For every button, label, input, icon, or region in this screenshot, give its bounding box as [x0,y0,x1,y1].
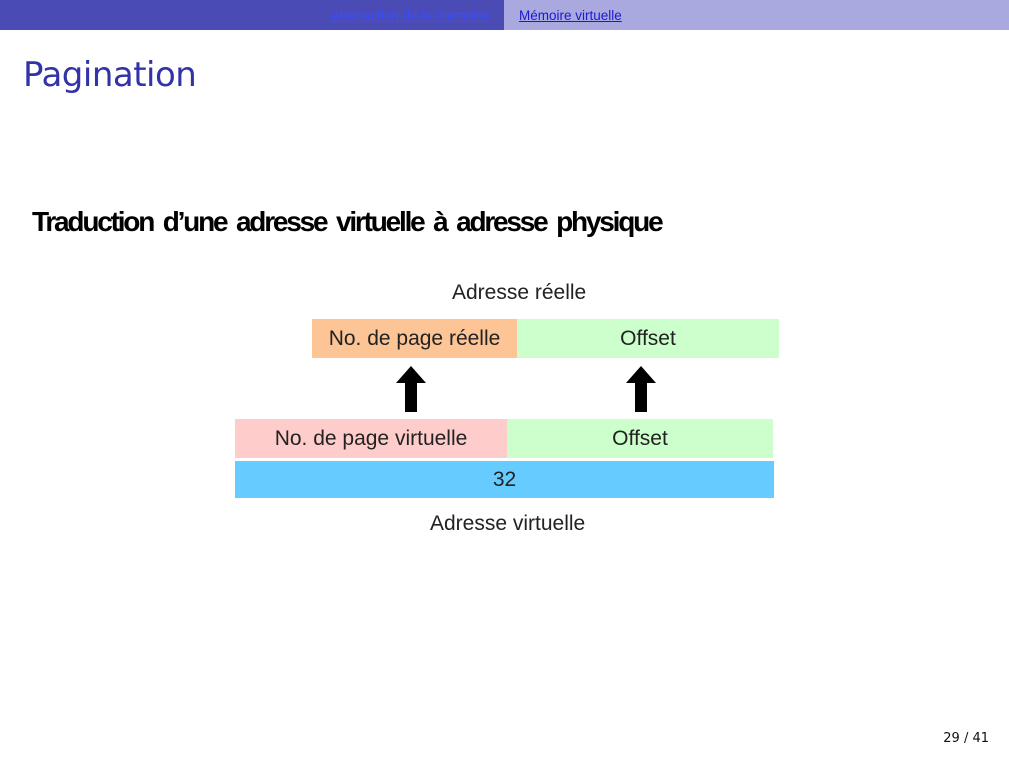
page-indicator: 29 / 41 [943,731,989,746]
up-arrow-icon [395,366,427,412]
navigation-bar [0,0,1009,30]
slide-title: Pagination [23,55,197,95]
nav-link-section[interactable]: Abstraction de la mémoire [331,7,488,23]
virtual-address-label: Adresse virtuelle [430,512,586,535]
virtual-page-number-box: No. de page virtuelle [235,419,507,458]
real-page-number-box: No. de page réelle [312,319,517,358]
real-offset-box: Offset [517,319,779,358]
up-arrow-icon [625,366,657,412]
nav-link-subsection[interactable]: Mémoire virtuelle [519,7,622,23]
slide-subtitle: Traduction d’une adresse virtuelle à adresse physique [32,206,662,237]
real-address-label: Adresse réelle [452,281,587,304]
virtual-offset-box: Offset [507,419,773,458]
address-width-bar: 32 [235,461,774,498]
nav-subsection-panel [504,0,1009,30]
nav-section-panel [0,0,504,30]
